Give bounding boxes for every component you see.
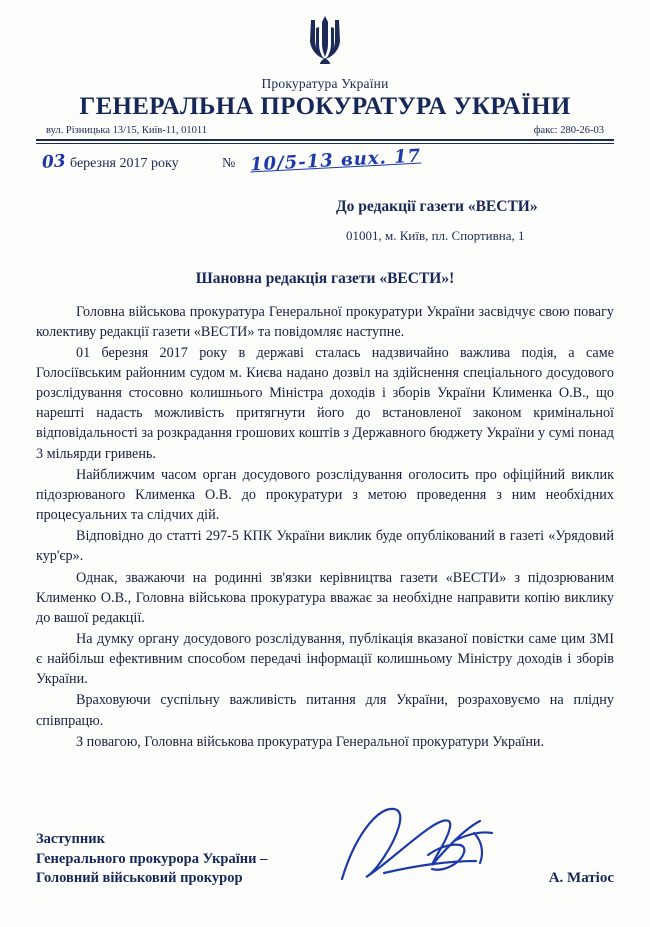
- body-paragraph: На думку органу досудового розслідування, публікація вказаної повістки саме цим ЗМІ є найбільш ефективним способом передачі інформації колишньому Міністру доходів і зборів України.: [36, 631, 614, 688]
- ukraine-trident-emblem: [305, 14, 345, 71]
- addressee-name: До редакції газети «ВЕСТИ»: [336, 197, 538, 215]
- header-divider-thick: [36, 139, 614, 141]
- body-paragraph: З повагою, Головна військова прокуратура Генеральної прокуратури України.: [76, 733, 545, 750]
- signatory-title-line1: Заступник: [36, 831, 105, 848]
- body-paragraph: Однак, зважаючи на родинні зв'язки керівництва газети «ВЕСТИ» з підозрюваним Клименко О.В., Головна військова прокуратура вважає за необхідне направити копію виклику до вашої редакції.: [36, 569, 614, 626]
- office-address: вул. Різницька 13/15, Київ-11, 01011: [46, 125, 208, 136]
- salutation: Шановна редакція газети «ВЕСТИ»!: [195, 269, 455, 287]
- signatory-title: [36, 830, 267, 889]
- number-label: №: [222, 155, 236, 171]
- emblem-container: [36, 0, 614, 74]
- body-paragraph: Відповідно до статті 297-5 КПК України виклик буде опублікований в газеті «Урядовий кур'єр».: [36, 528, 614, 565]
- body-paragraph: Враховуючи суспільну важливість питання для України, розраховуємо на плідну співпрацю.: [36, 692, 614, 729]
- signatory-title-line2: Генерального прокурора України –: [36, 850, 268, 867]
- body-paragraph: Головна військова прокуратура Генеральної прокуратури України засвідчує свою повагу колективу редакції газети «ВЕСТИ» та повідомляє наступне.: [36, 303, 614, 340]
- organization-subtitle: Прокуратура України: [261, 76, 389, 91]
- addressee-block: [36, 198, 614, 244]
- organization-title: ГЕНЕРАЛЬНА ПРОКУРАТУРА УКРАЇНИ: [79, 93, 571, 120]
- date-day-handwritten: 03: [41, 150, 67, 173]
- date-number-line: [36, 145, 614, 180]
- body-paragraph: 01 березня 2017 року в державі сталась надзвичайно важлива подія, а саме Голосіївським районним судом м. Києва надано дозвіл на здійснення спеціального досудового розслідування стосовно колишнього Міністра доходів і зборів України Клименка О.В., що нарешті надасть можливість притягнути його до встановленої законом кримінальної відповідальності за розкрадання грошових коштів з Державного бюджету України у сумі понад 3 мільярди гривень.: [36, 344, 614, 462]
- date-text: березня 2017 року: [70, 155, 179, 171]
- letter-body: [36, 302, 614, 752]
- office-fax: факс: 280-26-03: [533, 125, 604, 136]
- body-paragraph: Найближчим часом орган досудового розслідування оголосить про офіційний виклик підозрюваного Клименка О.В. до прокуратури з метою проведення з ним необхідних процесуальних та слідчих дій.: [36, 466, 614, 524]
- signature-block: [36, 830, 614, 889]
- signatory-title-line3: Головний військовий прокурор: [36, 870, 243, 887]
- addressee-address: 01001, м. Київ, пл. Спортивна, 1: [346, 227, 525, 243]
- header-divider-thin: [36, 143, 614, 144]
- signatory-name: А. Матіос: [548, 870, 614, 886]
- reference-number-handwritten: 10/5-13 вих. 17: [249, 145, 422, 175]
- header-contact-row: [36, 125, 614, 136]
